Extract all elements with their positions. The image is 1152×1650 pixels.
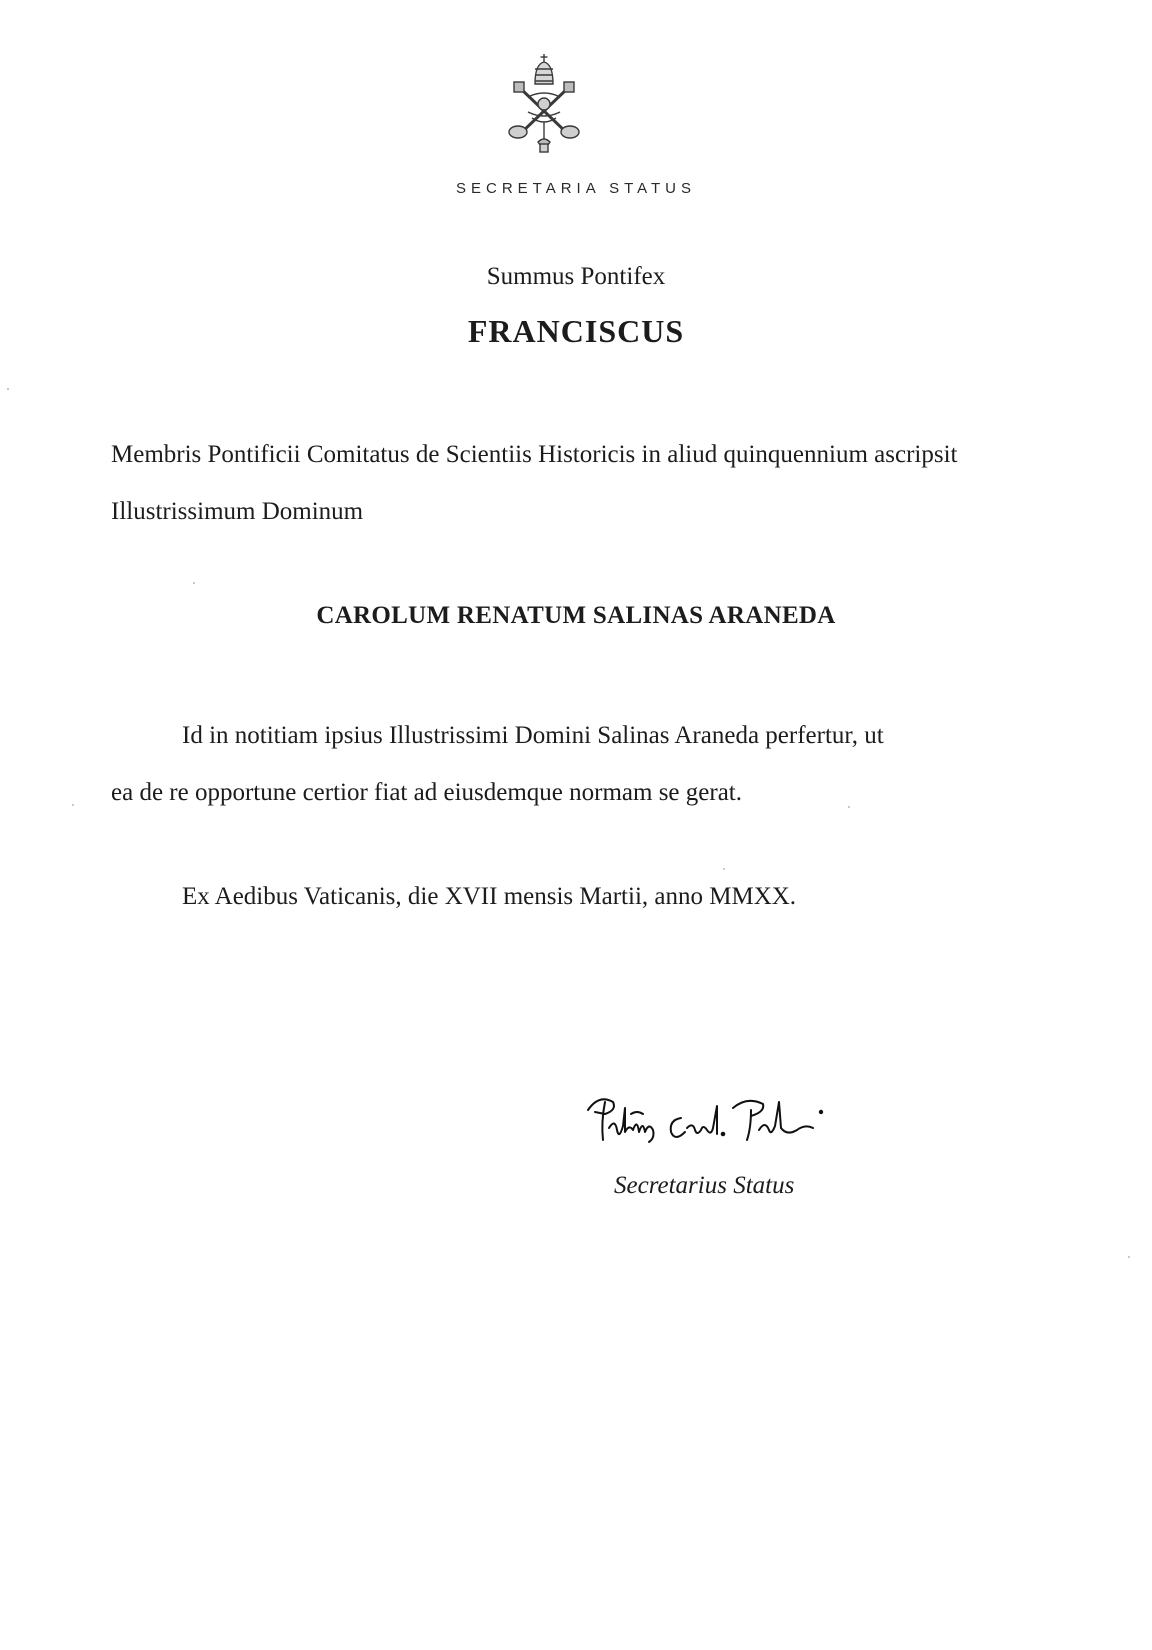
- scan-speck: [848, 806, 850, 808]
- notification-line-2: ea de re opportune certior fiat ad eiusdemque normam se gerat.: [111, 779, 742, 806]
- notification-line-1: Id in notitiam ipsius Illustrissimi Domini Salinas Araneda perfertur, ut: [182, 722, 884, 749]
- appointment-paragraph: Membris Pontificii Comitatus de Scientiis Historicis in aliud quinquennium ascripsit Illustrissimum Dominum: [111, 441, 958, 525]
- scan-speck: [1128, 1256, 1130, 1258]
- scan-speck: [723, 868, 725, 870]
- signatory-title: Secretarius Status: [614, 1172, 795, 1199]
- dateline: Ex Aedibus Vaticanis, die XVII mensis Martii, anno MMXX.: [182, 883, 797, 910]
- nominee-name: CAROLUM RENATUM SALINAS ARANEDA: [316, 602, 836, 629]
- office-heading: SECRETARIA STATUS: [455, 180, 697, 197]
- pontifex-heading: Summus Pontifex: [486, 263, 666, 290]
- papal-coat-of-arms-icon: [502, 52, 586, 156]
- notification-paragraph: [111, 707, 991, 821]
- scan-speck: [193, 582, 195, 584]
- handwritten-signature: [583, 1088, 853, 1150]
- pope-name: FRANCISCUS: [467, 313, 685, 349]
- scan-speck: [7, 388, 9, 390]
- scan-speck: [72, 804, 74, 806]
